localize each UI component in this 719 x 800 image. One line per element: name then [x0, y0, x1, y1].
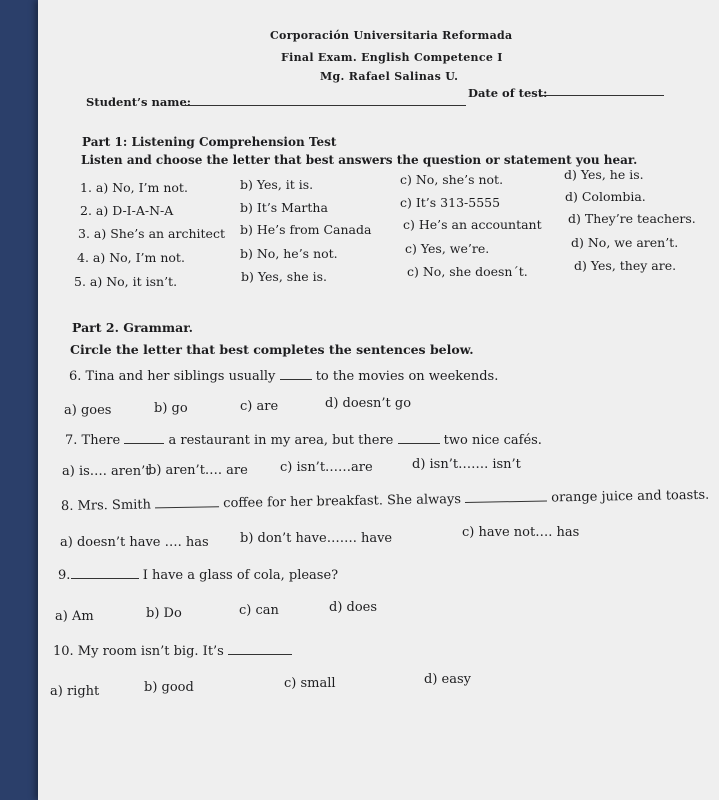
- item-2-option-a[interactable]: 2. a) D-I-A-N-A: [80, 203, 174, 218]
- q6-option-d[interactable]: d) doesn’t go: [325, 396, 412, 411]
- item-4-option-c[interactable]: c) Yes, we’re.: [405, 241, 490, 256]
- exam-page: [38, 0, 719, 800]
- part1-instructions: Listen and choose the letter that best answers the question or statement you hear.: [81, 153, 638, 167]
- student-name-label: Student’s name:: [86, 95, 192, 109]
- q9-option-a[interactable]: a) Am: [55, 609, 94, 624]
- q6-option-a[interactable]: a) goes: [64, 403, 112, 418]
- q8-option-a[interactable]: a) doesn’t have …. has: [60, 535, 209, 550]
- q6-option-b[interactable]: b) go: [154, 401, 188, 416]
- q7-text-mid: a restaurant in my area, but there: [168, 433, 394, 448]
- q6-option-c[interactable]: c) are: [240, 399, 279, 414]
- q6-text-end: to the movies on weekends.: [315, 369, 499, 384]
- q6-blank[interactable]: [280, 369, 312, 380]
- institution-name: Corporación Universitaria Reformada: [270, 29, 513, 42]
- item-3-option-b[interactable]: b) He’s from Canada: [240, 222, 372, 237]
- item-4-option-b[interactable]: b) No, he’s not.: [240, 246, 338, 261]
- q9-option-d[interactable]: d) does: [329, 600, 378, 615]
- q10-blank[interactable]: [228, 644, 292, 655]
- teacher-name: Mg. Rafael Salinas U.: [320, 70, 459, 83]
- q7-blank-1[interactable]: [124, 433, 164, 444]
- item-3-option-c[interactable]: c) He’s an accountant: [403, 217, 542, 232]
- item-1-option-d[interactable]: d) Yes, he is.: [564, 167, 644, 182]
- item-1-option-a[interactable]: 1. a) No, I’m not.: [80, 180, 188, 195]
- q9-text: I have a glass of cola, please?: [142, 568, 339, 583]
- exam-title: Final Exam. English Competence I: [281, 51, 503, 64]
- q7-option-a[interactable]: a) is…. aren’t: [62, 464, 151, 479]
- q8-option-b[interactable]: b) don’t have……. have: [240, 531, 393, 546]
- question-9: [58, 568, 338, 583]
- q10-text: 10. My room isn’t big. It’s: [53, 644, 224, 659]
- q10-option-b[interactable]: b) good: [144, 680, 194, 695]
- part2-title: Part 2. Grammar.: [72, 320, 193, 335]
- q8-text-start: 8. Mrs. Smith: [60, 497, 152, 514]
- item-3-option-d[interactable]: d) They’re teachers.: [568, 211, 696, 226]
- q8-blank-2[interactable]: [465, 491, 547, 503]
- q9-number: 9.: [58, 568, 71, 583]
- date-label: Date of test:: [468, 86, 548, 100]
- item-4-option-d[interactable]: d) No, we aren’t.: [571, 235, 679, 250]
- item-4-option-a[interactable]: 4. a) No, I’m not.: [77, 250, 185, 265]
- item-2-option-c[interactable]: c) It’s 313-5555: [400, 195, 501, 210]
- q7-text-end: two nice cafés.: [443, 433, 542, 448]
- q10-option-c[interactable]: c) small: [284, 676, 336, 691]
- q7-option-c[interactable]: c) isn’t……are: [280, 460, 373, 475]
- q10-option-d[interactable]: d) easy: [424, 672, 471, 687]
- question-6: [69, 369, 498, 384]
- part1-title: Part 1: Listening Comprehension Test: [82, 135, 337, 149]
- item-1-option-b[interactable]: b) Yes, it is.: [240, 177, 314, 192]
- q10-option-a[interactable]: a) right: [50, 684, 100, 699]
- q9-option-b[interactable]: b) Do: [146, 606, 182, 621]
- item-3-option-a[interactable]: 3. a) She’s an architect: [78, 226, 225, 241]
- q8-text-end: orange juice and toasts.: [551, 487, 710, 506]
- q8-blank-1[interactable]: [155, 496, 219, 508]
- item-5-option-a[interactable]: 5. a) No, it isn’t.: [74, 274, 178, 289]
- item-1-option-c[interactable]: c) No, she’s not.: [400, 172, 504, 187]
- q8-text-mid: coffee for her breakfast. She always: [223, 492, 462, 512]
- q8-option-c[interactable]: c) have not…. has: [462, 525, 580, 540]
- item-5-option-b[interactable]: b) Yes, she is.: [241, 269, 327, 284]
- q7-option-b[interactable]: b) aren’t…. are: [148, 463, 248, 478]
- q9-blank[interactable]: [71, 568, 139, 579]
- item-5-option-c[interactable]: c) No, she doesn´t.: [407, 264, 528, 279]
- item-2-option-b[interactable]: b) It’s Martha: [240, 200, 328, 215]
- part2-instructions: Circle the letter that best completes the sentences below.: [70, 342, 474, 357]
- student-name-line[interactable]: [182, 105, 466, 106]
- q9-option-c[interactable]: c) can: [239, 603, 279, 618]
- q6-text-start: 6. Tina and her siblings usually: [69, 369, 276, 384]
- q7-option-d[interactable]: d) isn’t……. isn’t: [412, 457, 521, 472]
- date-line[interactable]: [540, 95, 664, 96]
- q7-text-start: 7. There: [65, 433, 121, 448]
- q7-blank-2[interactable]: [398, 433, 440, 444]
- item-2-option-d[interactable]: d) Colombia.: [565, 189, 646, 204]
- question-8: [61, 488, 710, 514]
- question-10: [53, 644, 292, 659]
- item-5-option-d[interactable]: d) Yes, they are.: [574, 258, 677, 273]
- question-7: [65, 433, 542, 448]
